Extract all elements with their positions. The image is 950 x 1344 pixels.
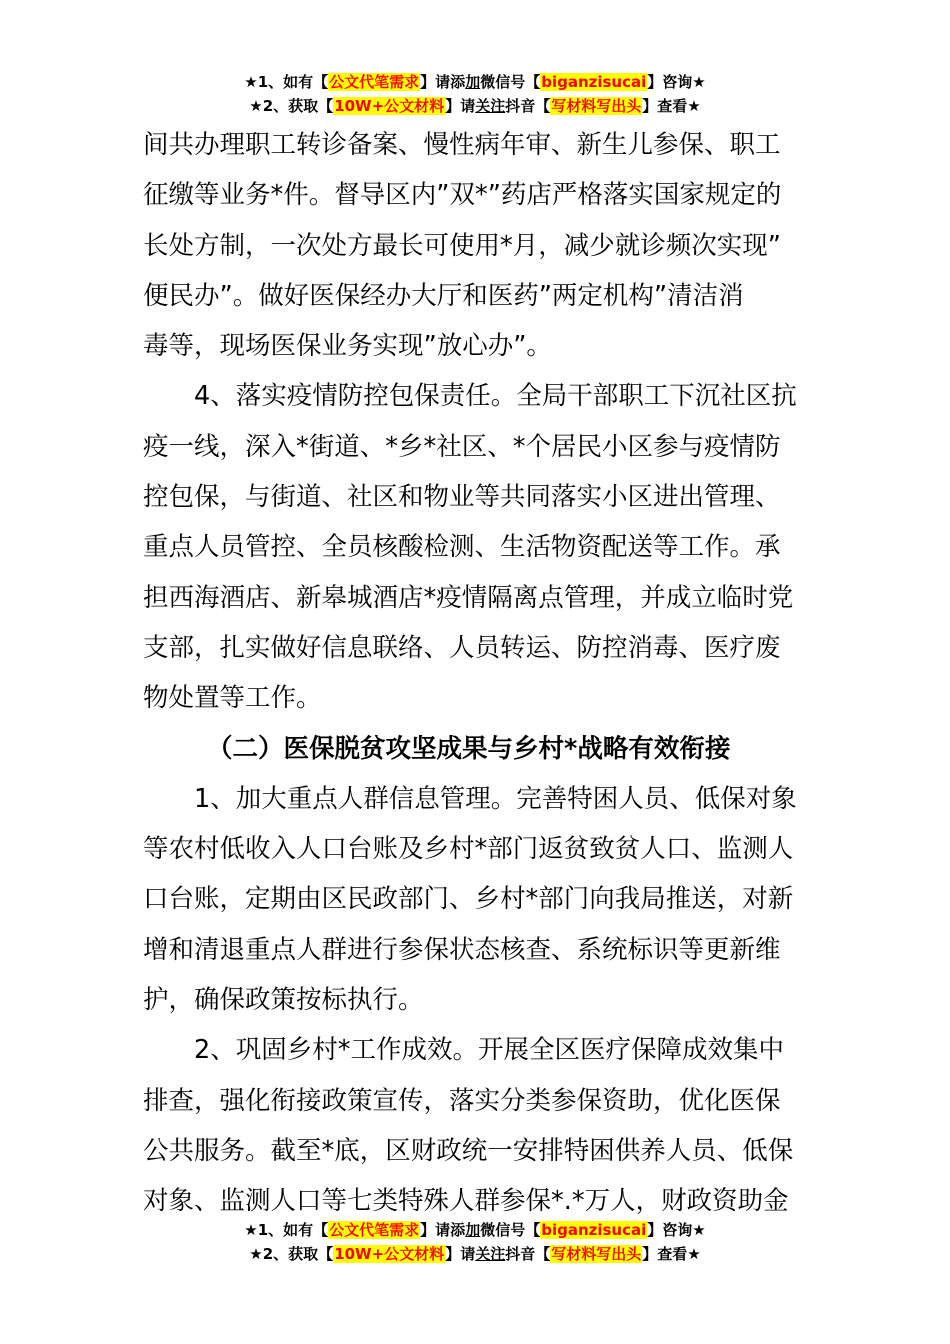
body-line: 排查，强化衔接政策宣传，落实分类参保资助，优化医保 — [143, 1085, 781, 1116]
promo-text: ★2、获取【 — [249, 1245, 334, 1263]
promo-text: 】咨询★ — [647, 73, 706, 91]
promo-text: 抖音【 — [505, 1245, 551, 1263]
bottom-promo-banner — [0, 1218, 950, 1266]
promo-highlight: 10W+公文材料 — [334, 1245, 445, 1263]
promo-highlight: 公文代笔需求 — [329, 73, 420, 91]
body-line: 毒等，现场医保业务实现”放心办”。 — [143, 331, 552, 362]
body-line: 口台账，定期由区民政部门、乡村*部门向我局推送，对新 — [143, 884, 794, 915]
body-line: 增和清退重点人群进行参保状态核查、系统标识等更新维 — [143, 934, 781, 965]
body-line: 重点人员管控、全员核酸检测、生活物资配送等工作。承 — [143, 532, 781, 563]
body-line: 公共服务。截至*底，区财政统一安排特困供养人员、低保 — [143, 1135, 794, 1166]
top-promo-banner — [0, 70, 950, 118]
body-line: 支部，扎实做好信息联络、人员转运、防控消毒、医疗废 — [143, 632, 781, 663]
body-line: 护，确保政策按标执行。 — [143, 985, 424, 1016]
promo-highlight: 写材料写出头 — [551, 1245, 642, 1263]
promo-text: 】咨询★ — [647, 1221, 706, 1239]
promo-highlight: 公文代笔需求 — [329, 1221, 420, 1239]
promo-text: 微信号【 — [480, 1221, 541, 1239]
promo-text: 】请添 — [420, 73, 466, 91]
body-line: 间共办理职工转诊备案、慢性病年审、新生儿参保、职工 — [143, 130, 781, 160]
promo-text: 】请 — [445, 97, 476, 115]
promo-highlight: 10W+公文材料 — [334, 97, 445, 115]
promo-underlined: 加 — [465, 73, 481, 91]
paragraph-start-line: 2、巩固乡村*工作成效。开展全区医疗保障成效集中 — [194, 1035, 784, 1066]
document-body — [143, 120, 811, 1227]
body-line: 控包保，与街道、社区和物业等共同落实小区进出管理、 — [143, 482, 781, 513]
promo-text: 】请 — [445, 1245, 476, 1263]
body-line: 长处方制，一次处方最长可使用*月，减少就诊频次实现” — [143, 230, 781, 261]
promo-line-1 — [0, 70, 950, 94]
promo-text: 抖音【 — [505, 97, 551, 115]
promo-text: ★2、获取【 — [249, 97, 334, 115]
body-line: 便民办”。做好医保经办大厅和医药”两定机构”清洁消 — [143, 280, 744, 311]
promo-line-1 — [0, 1218, 950, 1242]
section-heading: （二）医保脱贫攻坚成果与乡村*战略有效衔接 — [207, 733, 731, 764]
promo-text: ★1、如有【 — [244, 1221, 329, 1239]
promo-line-2 — [0, 1242, 950, 1266]
promo-text: 微信号【 — [480, 73, 541, 91]
promo-text: 】查看★ — [642, 97, 701, 115]
paragraph-start-line: 1、加大重点人群信息管理。完善特困人员、低保对象 — [194, 783, 797, 814]
body-line: 物处置等工作。 — [143, 683, 322, 714]
body-line: 担西海酒店、新皋城酒店*疫情隔离点管理，并成立临时党 — [143, 582, 794, 613]
body-line: 疫一线，深入*街道、*乡*社区、*个居民小区参与疫情防 — [143, 431, 781, 462]
promo-underlined: 加 — [465, 1221, 481, 1239]
body-line: 等农村低收入人口台账及乡村*部门返贫致贫人口、监测人 — [143, 834, 794, 865]
promo-highlight: biganzisucai — [541, 73, 647, 91]
promo-line-2 — [0, 94, 950, 118]
promo-underlined: 关注 — [475, 1245, 506, 1263]
paragraph-start-line: 4、落实疫情防控包保责任。全局干部职工下沉社区抗 — [194, 381, 797, 412]
promo-underlined: 关注 — [475, 97, 506, 115]
promo-text: 】查看★ — [642, 1245, 701, 1263]
promo-highlight: biganzisucai — [541, 1221, 647, 1239]
body-line: 征缴等业务*件。督导区内”双*”药店严格落实国家规定的 — [143, 180, 782, 211]
promo-text: ★1、如有【 — [244, 73, 329, 91]
body-line: 对象、监测人口等七类特殊人群参保*.*万人，财政资助金 — [143, 1186, 789, 1217]
promo-text: 】请添 — [420, 1221, 466, 1239]
promo-highlight: 写材料写出头 — [551, 97, 642, 115]
